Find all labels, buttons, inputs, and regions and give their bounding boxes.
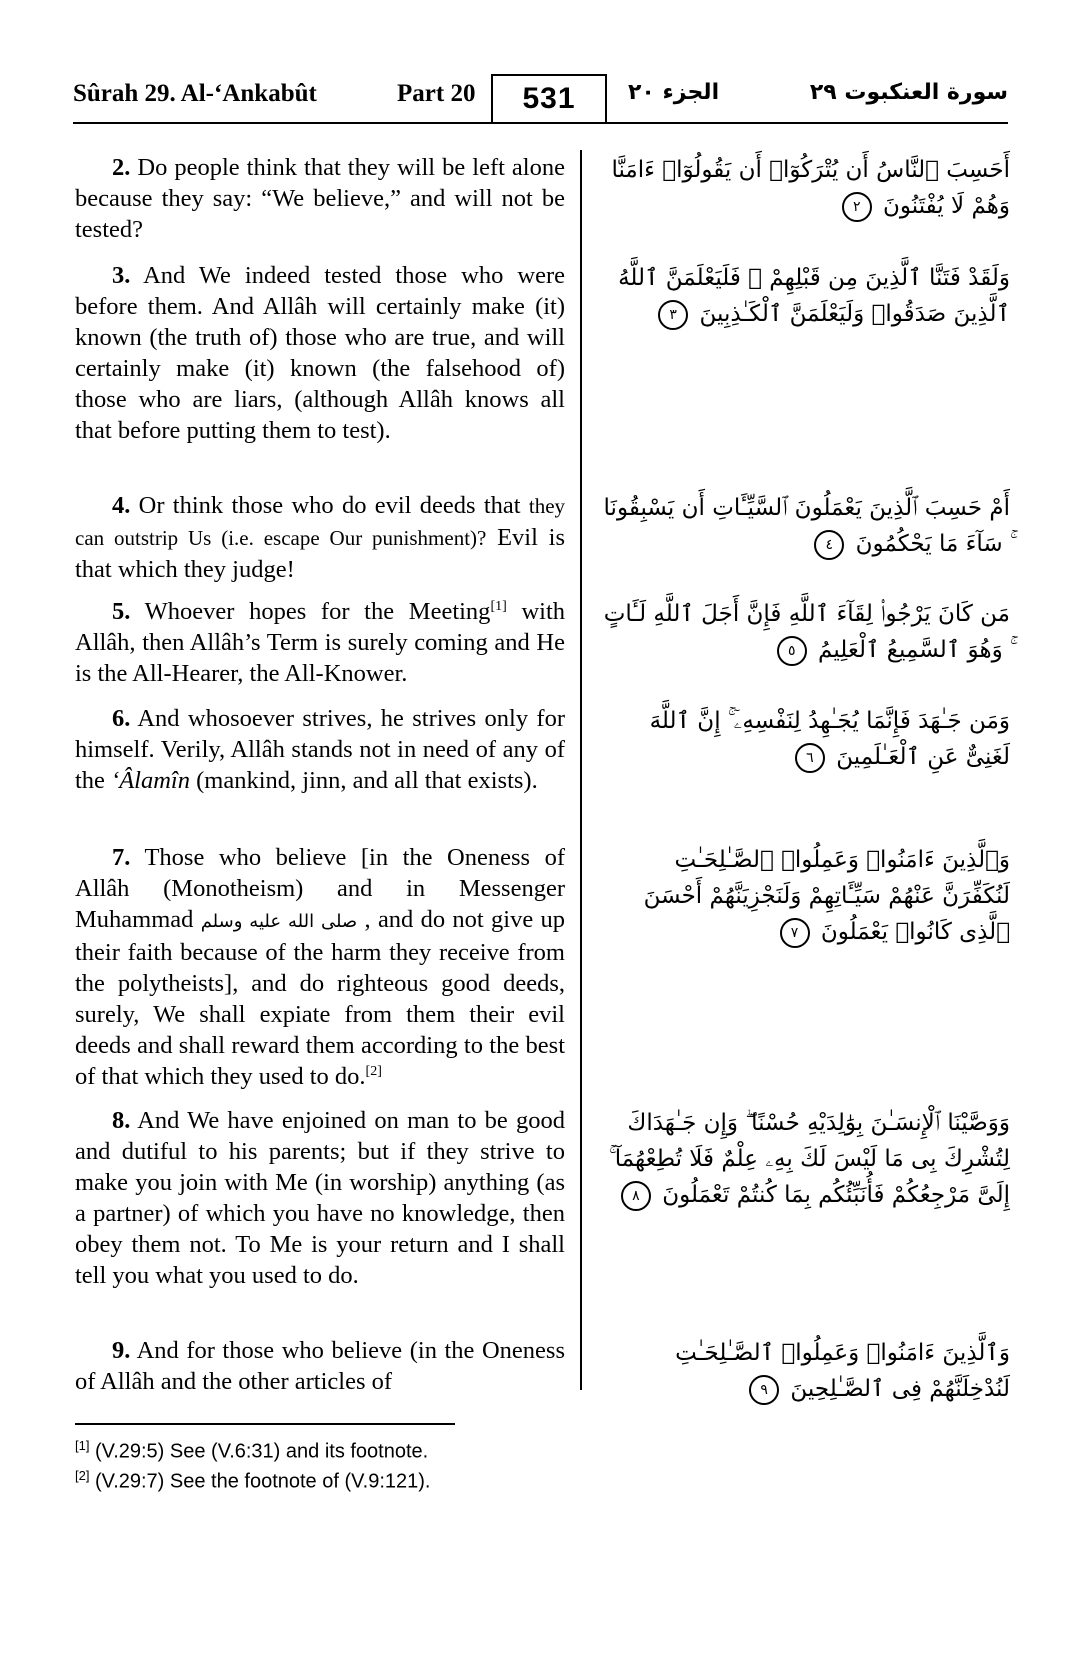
- arabic-verse-8: [600, 1105, 1010, 1213]
- arabic-text: وَمَن جَـٰهَدَ فَإِنَّمَا يُجَـٰهِدُ لِنَفْسِهِۦٓ ۚ إِنَّ ٱللَّهَ لَغَنِىٌّ عَنِ ٱلْعَـٰلَمِينَ: [649, 708, 1010, 770]
- arabic-verse-2: [600, 152, 1010, 224]
- verse-text: Whoever hopes for the Meeting: [144, 598, 491, 625]
- verse-5: [75, 596, 565, 689]
- page-number: 531: [491, 74, 607, 122]
- arabic-text: وَلَقَدْ فَتَنَّا ٱلَّذِينَ مِن قَبْلِهِمْ ۖ فَلَيَعْلَمَنَّ ٱللَّهُ ٱلَّذِينَ صَدَقُوا۟ وَلَيَعْلَمَنَّ ٱلْكَـٰذِبِينَ: [618, 265, 1010, 327]
- verse-text: And whosoever strives, he strives only for himself. Verily, Allâh stands not in need of any of the: [75, 705, 565, 794]
- verse-text-end: Evil is that which they judge!: [75, 524, 565, 583]
- arabic-surah-title: سورة العنكبوت ٢٩: [809, 80, 1008, 105]
- footnote-marker: [1]: [75, 1438, 90, 1453]
- ayah-number-icon: ٩: [749, 1375, 779, 1405]
- verse-8: [75, 1105, 565, 1291]
- verse-2: [75, 152, 565, 245]
- arabic-verse-3: [600, 260, 1010, 332]
- verse-6: [75, 703, 565, 796]
- arabic-text: أَحَسِبَ ٱلنَّاسُ أَن يُتْرَكُوٓا۟ أَن يَقُولُوٓا۟ ءَامَنَّا وَهُمْ لَا يُفْتَنُونَ: [611, 157, 1010, 219]
- footnote-ref-2[interactable]: [2]: [365, 1063, 382, 1079]
- ayah-number-icon: ٦: [795, 743, 825, 773]
- verse-number: 5.: [112, 598, 131, 625]
- surah-title: Sûrah 29. Al-‘Ankabût: [73, 80, 317, 107]
- arabic-verse-5: [600, 596, 1010, 668]
- verse-7: [75, 842, 565, 1092]
- verse-number: 2.: [112, 154, 131, 181]
- verse-number: 7.: [112, 844, 131, 871]
- verse-text-cont: , and do not give up their faith because of the harm they receive from the polytheists], and do righteous good deeds, surely, We shall expiate from them their evil deeds and shall reward them according to the best of that which they used to do.: [75, 906, 565, 1090]
- verse-text-cont: (mankind, jinn, and all that exists).: [190, 767, 538, 794]
- verse-text-small: they can outstrip Us (i.e. escape Our punishment)?: [75, 494, 566, 550]
- verse-number: 3.: [112, 262, 131, 289]
- verse-number: 4.: [112, 492, 131, 519]
- arabic-text: وَٱلَّذِينَ ءَامَنُوا۟ وَعَمِلُوا۟ ٱلصَّـٰلِحَـٰتِ لَنُدْخِلَنَّهُمْ فِى ٱلصَّـٰلِحِينَ: [675, 1340, 1010, 1402]
- salawat-inline: صلى الله عليه وسلم: [200, 911, 358, 932]
- verse-3: [75, 260, 565, 446]
- verse-text: And We have enjoined on man to be good and dutiful to his parents; but if they strive to make you join with Me (in worship) anything (as a partner) of which you have no knowledge, then obey them not. To Me is your return and I shall tell you what you used to do.: [75, 1107, 565, 1289]
- verse-italic-term: ‘Âlamîn: [111, 767, 190, 794]
- arabic-part-label: الجزء ٢٠: [628, 80, 720, 105]
- verse-number: 6.: [112, 705, 131, 732]
- ayah-number-icon: ٤: [814, 530, 844, 560]
- footnote-2: [75, 1468, 430, 1494]
- verse-text-cont: with Allâh, then Allâh’s Term is surely coming and He is the All-Hearer, the All-Knower.: [75, 598, 566, 687]
- verse-text: Those who believe [in the Oneness of Allâh (Monotheism) and in Messenger Muhammad: [75, 844, 565, 933]
- footnote-ref-1[interactable]: [1]: [490, 598, 507, 614]
- verse-text: Do people think that they will be left alone because they say: “We believe,” and will not be tested?: [75, 154, 565, 243]
- arabic-text: وَوَصَّيْنَا ٱلْإِنسَـٰنَ بِوَٰلِدَيْهِ حُسْنًا ۖ وَإِن جَـٰهَدَاكَ لِتُشْرِكَ بِى مَا لَيْسَ لَكَ بِهِۦ عِلْمٌ فَلَا تُطِعْهُمَآ ۚ إِلَىَّ مَرْجِعُكُمْ فَأُنَبِّئُكُم بِمَا كُنتُمْ تَعْمَلُونَ: [608, 1110, 1010, 1208]
- footnote-rule: [75, 1423, 455, 1425]
- ayah-number-icon: ٢: [842, 192, 872, 222]
- arabic-verse-9: [600, 1335, 1010, 1407]
- verse-number: 9.: [112, 1337, 131, 1364]
- verse-number: 8.: [112, 1107, 131, 1134]
- ayah-number-icon: ٥: [777, 636, 807, 666]
- verse-text: And for those who believe (in the Oneness of Allâh and the other articles of: [75, 1337, 565, 1395]
- footnote-text: (V.29:5) See (V.6:31) and its footnote.: [89, 1440, 429, 1463]
- arabic-text: وَٱلَّذِينَ ءَامَنُوا۟ وَعَمِلُوا۟ ٱلصَّـٰلِحَـٰتِ لَنُكَفِّرَنَّ عَنْهُمْ سَيِّـَٔاتِهِمْ وَلَنَجْزِيَنَّهُمْ أَحْسَنَ ٱلَّذِى كَانُوا۟ يَعْمَلُونَ: [643, 847, 1010, 945]
- ayah-number-icon: ٨: [621, 1181, 651, 1211]
- part-label: Part 20: [397, 80, 476, 107]
- header-rule: [73, 122, 1008, 124]
- column-divider: [580, 150, 582, 1390]
- ayah-number-icon: ٧: [780, 918, 810, 948]
- verse-text: And We indeed tested those who were before them. And Allâh will certainly make (it) known (the truth of) those who are true, and will certainly make (it) known (the falsehood of) those who are liars, (although Allâh knows all that before putting them to test).: [75, 262, 565, 444]
- page-header: [73, 78, 1008, 124]
- ayah-number-icon: ٣: [658, 300, 688, 330]
- arabic-verse-6: [600, 703, 1010, 775]
- arabic-text: أَمْ حَسِبَ ٱلَّذِينَ يَعْمَلُونَ ٱلسَّيِّـَٔاتِ أَن يَسْبِقُونَا ۚ سَآءَ مَا يَحْكُمُونَ: [603, 495, 1010, 557]
- arabic-verse-7: [600, 842, 1010, 950]
- verse-4: [75, 490, 565, 585]
- footnote-text: (V.29:7) See the footnote of (V.9:121).: [89, 1470, 431, 1493]
- footnote-1: [75, 1438, 428, 1464]
- verse-text: Or think those who do evil deeds that: [138, 492, 521, 519]
- arabic-verse-4: [600, 490, 1010, 562]
- footnote-marker: [2]: [75, 1468, 90, 1483]
- arabic-text: مَن كَانَ يَرْجُوا۟ لِقَآءَ ٱللَّهِ فَإِنَّ أَجَلَ ٱللَّهِ لَـَٔاتٍ ۚ وَهُوَ ٱلسَّمِيعُ ٱلْعَلِيمُ: [603, 601, 1010, 663]
- verse-9: [75, 1335, 565, 1397]
